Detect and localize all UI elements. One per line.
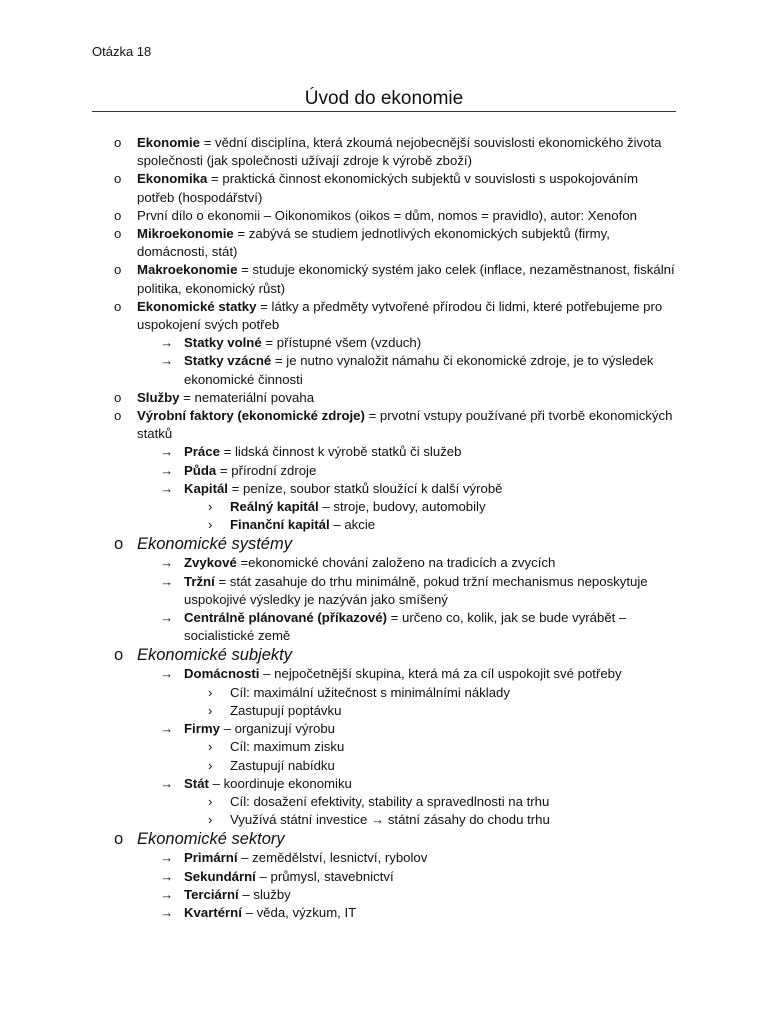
list-item bbox=[0, 261, 768, 297]
sub-item bbox=[0, 554, 768, 572]
item-text: – zemědělství, lesnictví, rybolov bbox=[237, 850, 428, 866]
arrow-marker: → bbox=[160, 666, 174, 682]
item-term: Domácnosti bbox=[184, 666, 260, 682]
item-text: – služby bbox=[238, 886, 291, 902]
arrow-marker: → bbox=[160, 353, 174, 369]
item-term: Terciární bbox=[184, 886, 239, 902]
item-term: Práce bbox=[184, 444, 220, 460]
item-term: Mikroekonomie bbox=[137, 226, 234, 242]
bullet-marker: o bbox=[114, 535, 124, 554]
item-term: Reálný kapitál bbox=[230, 499, 319, 515]
sub-item bbox=[0, 443, 768, 461]
bullet-marker: o bbox=[114, 262, 122, 278]
sub-sub-item bbox=[0, 498, 768, 516]
item-term: Centrálně plánované (příkazové) bbox=[184, 610, 387, 626]
item-term: Finanční kapitál bbox=[230, 517, 330, 533]
sub-item bbox=[0, 904, 768, 922]
item-text: = přístupné všem (vzduch) bbox=[261, 335, 422, 351]
arrow-marker: → bbox=[160, 904, 174, 920]
item-text: Zastupují nabídku bbox=[230, 757, 335, 773]
list-item bbox=[0, 225, 768, 261]
chevron-marker: › bbox=[208, 684, 213, 700]
item-term: Ekonomie bbox=[137, 135, 201, 150]
bullet-marker: o bbox=[114, 226, 122, 242]
item-text: =ekonomické chování založeno na tradicích a zvycích bbox=[236, 555, 556, 571]
item-text: = je nutno vynaložit námahu či ekonomické zdroje, je to výsledek ekonomické činnosti bbox=[184, 353, 654, 387]
item-term: Sekundární bbox=[184, 868, 256, 884]
section-heading bbox=[0, 645, 768, 665]
item-text: = určeno co, kolik, jak se bude vyrábět – socialistické země bbox=[184, 610, 627, 644]
bullet-marker: o bbox=[114, 389, 122, 405]
item-text: = studuje ekonomický systém jako celek (inflace, nezaměstnanost, fiskální politika, ekonomický růst) bbox=[137, 262, 675, 296]
item-term: Firmy bbox=[184, 721, 220, 737]
list-item bbox=[0, 134, 768, 170]
item-term: Makroekonomie bbox=[137, 262, 238, 278]
item-text: – průmysl, stavebnictví bbox=[255, 868, 394, 884]
item-term: Kvartérní bbox=[184, 904, 242, 920]
question-number: Otázka 18 bbox=[92, 44, 152, 59]
sub-item bbox=[0, 775, 768, 793]
arrow-marker: → bbox=[160, 886, 174, 902]
arrow-marker: → bbox=[160, 721, 174, 737]
chevron-marker: › bbox=[208, 757, 213, 773]
item-text: = stát zasahuje do trhu minimálně, pokud tržní mechanismus neposkytuje uspokojivé výsledky je nazýván jako smíšený bbox=[184, 573, 648, 607]
item-text: – věda, výzkum, IT bbox=[241, 904, 357, 920]
chevron-marker: › bbox=[208, 702, 213, 718]
item-term: Ekonomika bbox=[137, 171, 208, 187]
item-text: Cíl: dosažení efektivity, stability a spravedlnosti na trhu bbox=[230, 793, 550, 809]
item-text: Zastupují poptávku bbox=[230, 702, 342, 718]
sub-item bbox=[0, 849, 768, 867]
item-text: = vědní disciplína, která zkoumá nejobecnější souvislosti ekonomického života společnosti (jak společnosti užívají zdroje k výrobě zboží) bbox=[137, 135, 662, 169]
item-term: Kapitál bbox=[184, 480, 228, 496]
arrow-marker: → bbox=[160, 850, 174, 866]
item-text: = nemateriální povaha bbox=[179, 389, 315, 405]
section-heading bbox=[0, 829, 768, 849]
bullet-marker: o bbox=[114, 298, 122, 314]
sub-item bbox=[0, 868, 768, 886]
sub-item bbox=[0, 462, 768, 480]
title-divider bbox=[92, 111, 676, 112]
arrow-marker: → bbox=[160, 610, 174, 626]
bullet-marker: o bbox=[114, 408, 122, 424]
sub-sub-item bbox=[0, 702, 768, 720]
chevron-marker: › bbox=[208, 812, 213, 828]
item-text: = peníze, soubor statků sloužící k další výrobě bbox=[227, 480, 503, 496]
arrow-marker: → bbox=[160, 444, 174, 460]
sub-sub-item bbox=[0, 793, 768, 811]
arrow-marker: → bbox=[160, 335, 174, 351]
section-heading-text: Ekonomické subjekty bbox=[137, 646, 292, 665]
item-text: = přírodní zdroje bbox=[216, 462, 317, 478]
item-text: – akcie bbox=[329, 517, 376, 533]
list-item bbox=[0, 207, 768, 225]
item-term: Statky volné bbox=[184, 335, 262, 351]
page-title: Úvod do ekonomie bbox=[304, 88, 464, 109]
bullet-marker: o bbox=[114, 135, 122, 150]
item-text: = prvotní vstupy používané při tvorbě ekonomických statků bbox=[137, 408, 673, 442]
outline-list bbox=[0, 134, 768, 922]
item-term: Primární bbox=[184, 850, 238, 866]
item-text: = praktická činnost ekonomických subjektů v souvislosti s uspokojováním potřeb (hospodářství) bbox=[137, 171, 638, 205]
bullet-marker: o bbox=[114, 207, 122, 223]
arrow-marker: → bbox=[160, 555, 174, 571]
item-term: Zvykové bbox=[184, 555, 237, 571]
item-term: Půda bbox=[184, 462, 217, 478]
chevron-marker: › bbox=[208, 739, 213, 755]
item-text: Cíl: maximální užitečnost s minimálními náklady bbox=[230, 684, 510, 700]
sub-sub-item bbox=[0, 738, 768, 756]
item-text: Využívá státní investice bbox=[230, 812, 371, 828]
arrow-marker: → bbox=[160, 775, 174, 791]
arrow-marker: → bbox=[160, 868, 174, 884]
item-text: = látky a předměty vytvořené přírodou či lidmi, které potřebujeme pro uspokojení svých potřeb bbox=[137, 298, 663, 333]
item-text: – nejpočetnější skupina, která má za cíl uspokojit své potřeby bbox=[259, 666, 622, 682]
section-heading bbox=[0, 534, 768, 554]
item-text: – koordinuje ekonomiku bbox=[208, 775, 352, 791]
sub-sub-item bbox=[0, 516, 768, 534]
sub-item bbox=[0, 352, 768, 388]
item-text: – stroje, budovy, automobily bbox=[318, 499, 486, 515]
list-item bbox=[0, 389, 768, 407]
item-text: Cíl: maximum zisku bbox=[230, 739, 345, 755]
item-text: = zabývá se studiem jednotlivých ekonomických subjektů (firmy, domácnosti, stát) bbox=[137, 226, 610, 260]
section-heading-text: Ekonomické sektory bbox=[137, 830, 285, 849]
bullet-marker: o bbox=[114, 830, 124, 849]
item-text: – organizují výrobu bbox=[219, 721, 336, 737]
arrow-right-icon: → bbox=[370, 812, 385, 828]
list-item bbox=[0, 170, 768, 206]
item-term: Ekonomické statky bbox=[137, 298, 257, 314]
chevron-marker: › bbox=[208, 517, 213, 533]
arrow-marker: → bbox=[160, 573, 174, 589]
chevron-marker: › bbox=[208, 793, 213, 809]
item-term: Služby bbox=[137, 389, 180, 405]
section-heading-text: Ekonomické systémy bbox=[137, 535, 292, 554]
list-item bbox=[0, 298, 768, 334]
item-term: Tržní bbox=[184, 573, 215, 589]
arrow-marker: → bbox=[160, 480, 174, 496]
sub-item bbox=[0, 573, 768, 609]
sub-sub-item bbox=[0, 757, 768, 775]
item-term: Stát bbox=[184, 775, 209, 791]
sub-sub-item bbox=[0, 811, 768, 829]
bullet-marker: o bbox=[114, 171, 122, 187]
sub-item bbox=[0, 720, 768, 738]
sub-item bbox=[0, 886, 768, 904]
item-term: Výrobní faktory (ekonomické zdroje) bbox=[137, 408, 365, 424]
item-term: Statky vzácné bbox=[184, 353, 272, 369]
list-item bbox=[0, 407, 768, 443]
sub-sub-item bbox=[0, 684, 768, 702]
sub-item bbox=[0, 665, 768, 683]
sub-item bbox=[0, 609, 768, 645]
item-text: = lidská činnost k výrobě statků či služeb bbox=[219, 444, 462, 460]
item-text: První dílo o ekonomii – Oikonomikos (oikos = dům, nomos = pravidlo), autor: Xenofon bbox=[137, 207, 637, 223]
item-text: státní zásahy do chodu trhu bbox=[384, 812, 550, 828]
sub-item bbox=[0, 480, 768, 498]
chevron-marker: › bbox=[208, 499, 213, 515]
bullet-marker: o bbox=[114, 646, 124, 665]
arrow-marker: → bbox=[160, 462, 174, 478]
sub-item bbox=[0, 334, 768, 352]
